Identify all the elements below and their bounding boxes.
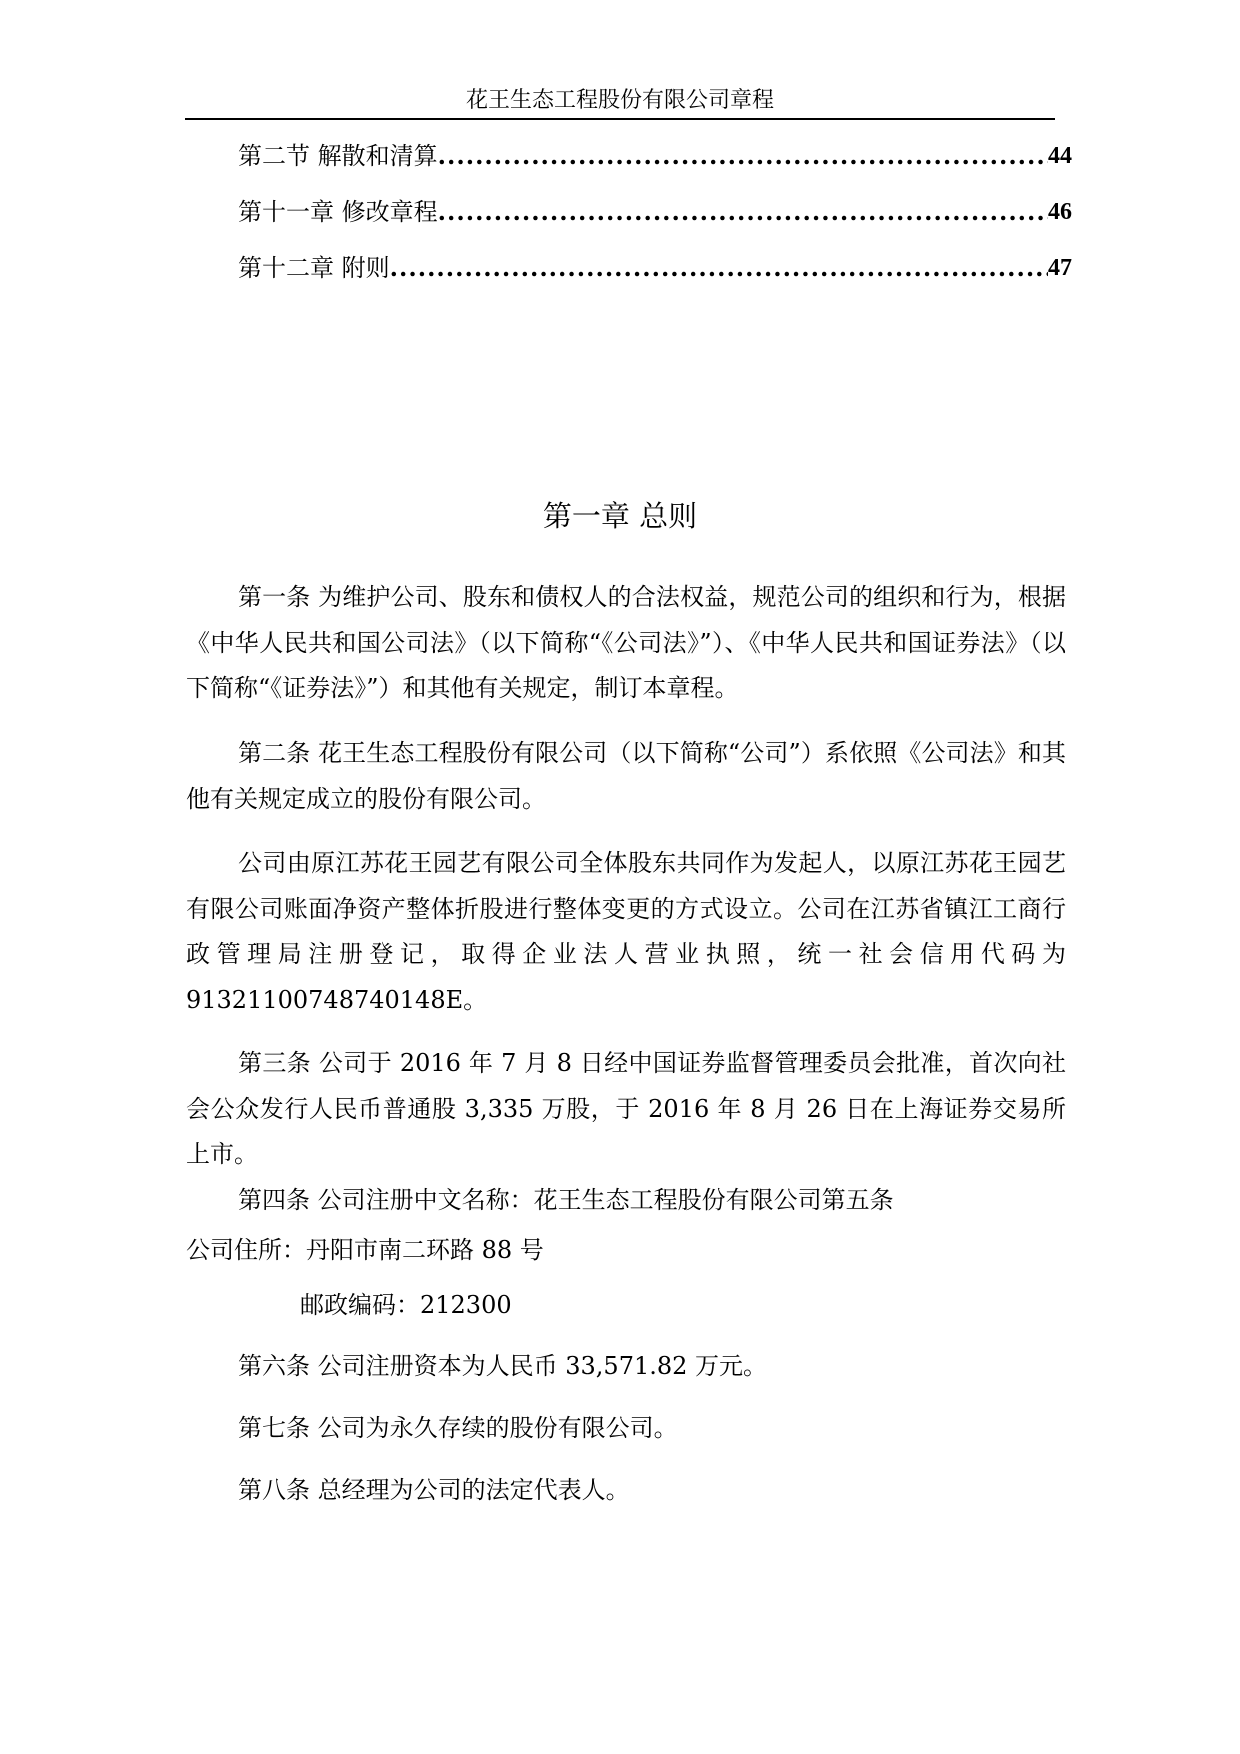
toc-leader-dots: [390, 251, 1048, 285]
toc-entry-label: 第十一章 修改章程: [238, 198, 438, 226]
toc-entry-label: 第十二章 附则: [238, 254, 390, 282]
article-7: 第七条 公司为永久存续的股份有限公司。: [238, 1414, 678, 1442]
article-1: 第一条 为维护公司、股东和债权人的合法权益，规范公司的组织和行为，根据《中华人民共和国公司法》（以下简称“《公司法》”）、《中华人民共和国证券法》（以下简称“《证券法》”）和其他有关规定，制订本章程。: [186, 583, 1066, 702]
article-5-address: 公司住所：丹阳市南二环路 88 号: [186, 1236, 544, 1264]
toc-entry-page: 46: [1048, 199, 1072, 225]
toc-entry[interactable]: [238, 195, 1072, 229]
article-8: 第八条 总经理为公司的法定代表人。: [238, 1476, 630, 1504]
article-4: 第四条 公司注册中文名称：花王生态工程股份有限公司第五条: [238, 1186, 894, 1214]
chapter-title: 第一章 总则: [542, 499, 698, 533]
article-2-establishment: 公司由原江苏花王园艺有限公司全体股东共同作为发起人，以原江苏花王园艺有限公司账面净资产整体折股进行整体变更的方式设立。公司在江苏省镇江工商行政管理局注册登记，取得企业法人营业执照，统一社会信用代码为 91321100748740148E。: [186, 849, 1066, 1014]
toc-entry[interactable]: [238, 251, 1072, 285]
toc-leader-dots: [438, 139, 1048, 173]
toc-entry[interactable]: [238, 139, 1072, 173]
toc-entry-label: 第二节 解散和清算: [238, 142, 438, 170]
article-6: 第六条 公司注册资本为人民币 33,571.82 万元。: [238, 1352, 768, 1380]
article-2: 第二条 花王生态工程股份有限公司（以下简称“公司”）系依照《公司法》和其他有关规定成立的股份有限公司。: [186, 739, 1066, 813]
toc-entry-page: 47: [1048, 255, 1072, 281]
article-3: 第三条 公司于 2016 年 7 月 8 日经中国证券监督管理委员会批准，首次向社会公众发行人民币普通股 3,335 万股，于 2016 年 8 月 26 日在上海证券交易所上市。: [186, 1049, 1066, 1168]
toc-entry-page: 44: [1048, 143, 1072, 169]
article-5-postcode: 邮政编码：212300: [300, 1291, 512, 1319]
page-header-title: 花王生态工程股份有限公司章程: [465, 88, 774, 113]
toc-leader-dots: [438, 195, 1048, 229]
header-divider: [185, 118, 1055, 120]
